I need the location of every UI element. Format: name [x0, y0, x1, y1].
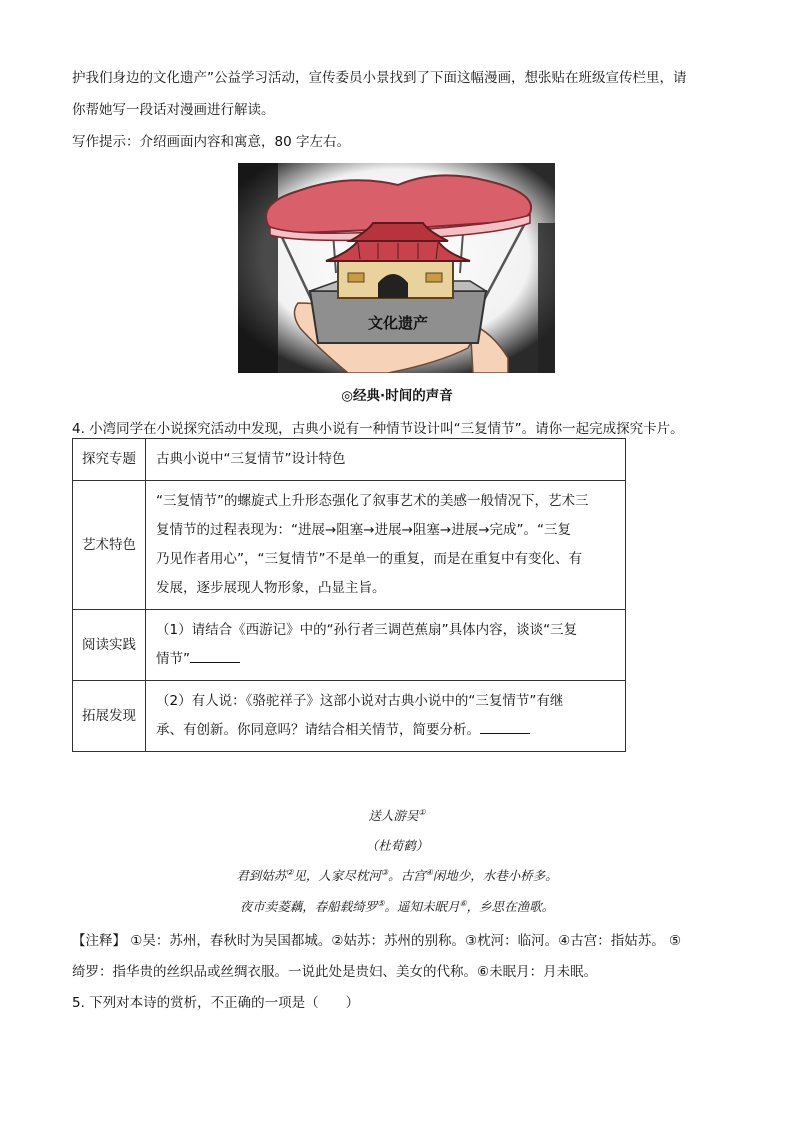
poem-line-1: 君到姑苏②见，人家尽枕河③。古宫④闲地少，水巷小桥多。 [236, 867, 558, 883]
intro-line-1: 护我们身边的文化遗产”公益学习活动，宣传委员小景找到了下面这幅漫画，想张贴在班级宣传栏里，请 [72, 70, 687, 86]
row-content [146, 481, 626, 610]
inquiry-card-table [72, 438, 626, 752]
answer-blank[interactable] [480, 719, 530, 734]
row-content: 古典小说中“三复情节”设计特色 [146, 439, 626, 481]
content-line: 发展，逐步展现人物形象，凸显主旨。 [156, 580, 386, 596]
table-row [73, 481, 626, 610]
content-line: “三复情节”的螺旋式上升形态强化了叙事艺术的美感一般情况下，艺术三 [156, 493, 589, 509]
question-4-stem: 4. 小湾同学在小说探究活动中发现，古典小说有一种情节设计叫“三复情节”。请你一起完成探究卡片。 [72, 421, 684, 437]
table-row [73, 681, 626, 752]
writing-hint: 写作提示：介绍画面内容和寓意，80 字左右。 [72, 134, 350, 150]
row-label: 艺术特色 [73, 481, 146, 610]
content-text: 情节” [156, 651, 190, 667]
content-line [156, 716, 615, 745]
table-row [73, 439, 626, 481]
intro-line-2: 你帮她写一段话对漫画进行解读。 [72, 102, 275, 118]
row-label: 探究专题 [73, 439, 146, 481]
poem-author: （杜荀鹤） [365, 838, 429, 853]
section-title: ◎经典·时间的声音 [341, 388, 453, 404]
content-line: 复情节的过程表现为：“进展→阻塞→进展→阻塞→进展→完成”。“三复 [156, 522, 572, 538]
row-label: 阅读实践 [73, 610, 146, 681]
row-label: 拓展发现 [73, 681, 146, 752]
poem-title: 送人游吴① [368, 807, 426, 823]
notes-line-1: 【注释】 ①吴：苏州，春秋时为吴国都城。②姑苏：苏州的别称。③枕河：临河。④古宫：指姑苏。 ⑤ [72, 933, 682, 949]
cultural-heritage-cartoon [238, 163, 555, 373]
cartoon-caption: 文化遗产 [367, 314, 429, 332]
table-row [73, 610, 626, 681]
poem-line-2: 夜市卖菱藕，春船载绮罗⑤。遥知未眠月⑥，乡思在渔歌。 [239, 898, 555, 914]
content-line: （1）请结合《西游记》中的“孙行者三调芭蕉扇”具体内容，谈谈“三复 [156, 622, 578, 638]
row-content [146, 681, 626, 752]
row-content [146, 610, 626, 681]
content-line: 乃见作者用心”，“三复情节”不是单一的重复，而是在重复中有变化、有 [156, 551, 582, 567]
content-line: （2）有人说：《骆驼祥子》这部小说对古典小说中的“三复情节”有继 [156, 693, 564, 709]
content-line [156, 645, 615, 674]
notes-line-2: 绮罗：指华贵的丝织品或丝绸衣服。一说此处是贵妇、美女的代称。⑥未眠月：月未眠。 [72, 964, 598, 980]
question-5-stem: 5. 下列对本诗的赏析，不正确的一项是（ ） [72, 995, 360, 1011]
answer-blank[interactable] [190, 648, 240, 663]
content-text: 承、有创新。你同意吗？请结合相关情节，简要分析。 [156, 722, 480, 738]
